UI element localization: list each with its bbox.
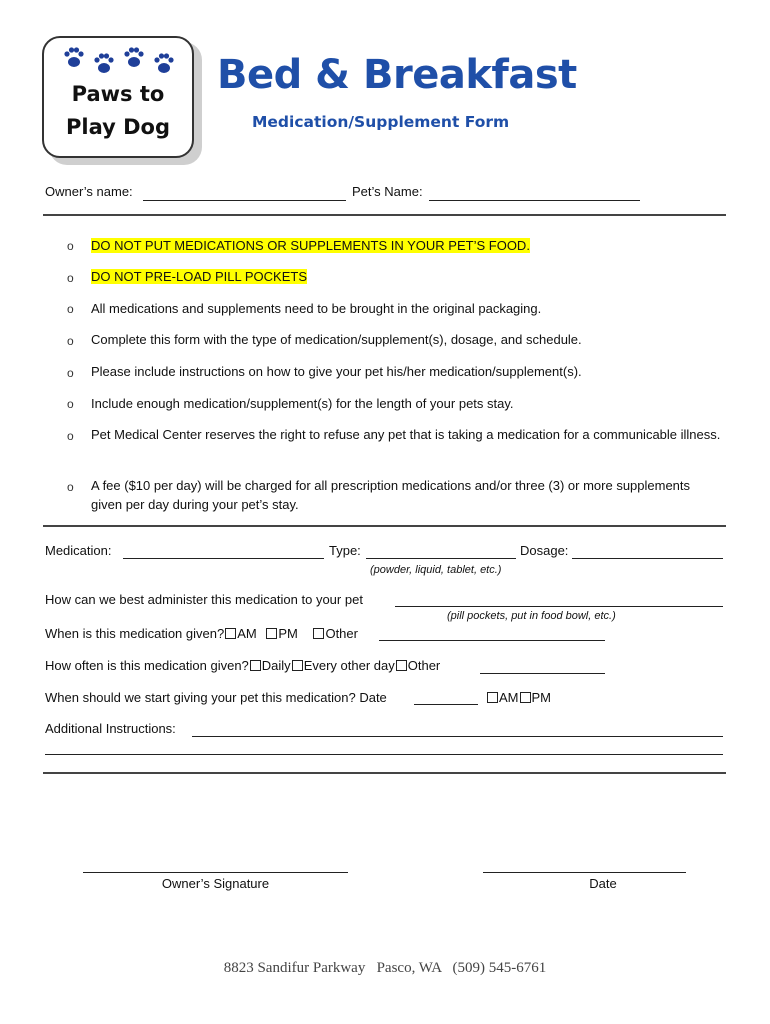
logo-line-2: Play Dog (65, 115, 170, 139)
other-label: Other (325, 626, 358, 641)
start-am-label: AM (499, 690, 519, 705)
start-time-row (486, 690, 551, 705)
daily-label: Daily (261, 658, 291, 673)
bullet-marker: o (67, 334, 74, 348)
dosage-field[interactable] (572, 558, 723, 559)
often-other-checkbox[interactable] (396, 660, 407, 671)
type-label: Type: (329, 543, 361, 558)
bullet-item: A fee ($10 per day) will be charged for all prescription medications and/or three (3) or more supplements given per day during your pet’s stay. (91, 478, 691, 512)
every-other-day-label: Every other day (303, 658, 395, 673)
bullet-item: All medications and supplements need to be brought in the original packaging. (91, 301, 542, 316)
bullet-marker: o (67, 239, 74, 253)
bullet-marker: o (67, 429, 74, 443)
additional-instructions-field[interactable] (192, 736, 723, 737)
owner-signature-field[interactable] (83, 872, 348, 873)
owner-name-label: Owner’s name: (45, 184, 133, 199)
bullet-item: Please include instructions on how to give your pet his/her medication/supplement(s). (91, 364, 582, 379)
medication-label: Medication: (45, 543, 112, 558)
dosage-label: Dosage: (520, 543, 569, 558)
bullet-item: Include enough medication/supplement(s) for the length of your pets stay. (91, 396, 514, 411)
pet-name-label: Pet’s Name: (352, 184, 423, 199)
administer-field[interactable] (395, 606, 723, 607)
signature-date-label: Date (589, 876, 617, 891)
page-title: Bed & Breakfast (217, 52, 577, 98)
footer-address: 8823 Sandifur Parkway Pasco, WA (509) 545-6761 (223, 960, 547, 976)
logo-text (44, 78, 192, 144)
owner-signature-label: Owner’s Signature (161, 876, 270, 891)
how-often-label: How often is this medication given? (45, 658, 249, 673)
daily-checkbox[interactable] (250, 660, 261, 671)
logo-line-1: Paws to (71, 82, 165, 106)
am-label: AM (237, 626, 257, 641)
when-other-field[interactable] (379, 640, 605, 641)
pm-label: PM (278, 626, 298, 641)
often-other-field[interactable] (480, 673, 605, 674)
pm-checkbox[interactable] (266, 628, 277, 639)
bullet-marker: o (67, 397, 74, 411)
bullet-text-highlighted: DO NOT PRE-LOAD PILL POCKETS (91, 269, 307, 284)
start-pm-label: PM (531, 690, 551, 705)
type-hint: (powder, liquid, tablet, etc.) (370, 564, 502, 576)
bullet-item (91, 236, 721, 255)
section-divider-bottom (43, 525, 726, 527)
bullet-marker: o (67, 480, 74, 494)
bullet-marker: o (67, 302, 74, 316)
bullet-marker: o (67, 271, 74, 285)
type-field[interactable] (366, 558, 516, 559)
section-divider-signature (43, 772, 726, 774)
medication-field[interactable] (123, 558, 324, 559)
often-other-label: Other (407, 658, 441, 673)
paw-prints-icon (60, 42, 180, 78)
pet-name-field[interactable] (429, 200, 640, 201)
additional-instructions-field-2[interactable] (45, 754, 723, 755)
page-subtitle: Medication/Supplement Form (252, 113, 510, 131)
start-date-field[interactable] (414, 704, 478, 705)
administer-hint: (pill pockets, put in food bowl, etc.) (447, 610, 616, 622)
section-divider-top (43, 214, 726, 216)
bullet-item (91, 267, 721, 286)
administer-label: How can we best administer this medication to your pet (45, 592, 363, 607)
start-pm-checkbox[interactable] (520, 692, 531, 703)
owner-name-field[interactable] (143, 200, 346, 201)
bullet-item: Pet Medical Center reserves the right to refuse any pet that is taking a medication for a communicable illness. (91, 427, 721, 442)
start-date-label: When should we start giving your pet this medication? Date (45, 690, 387, 705)
when-given-label: When is this medication given? (45, 626, 225, 641)
start-am-checkbox[interactable] (487, 692, 498, 703)
additional-instructions-label: Additional Instructions: (45, 721, 176, 736)
every-other-day-checkbox[interactable] (292, 660, 303, 671)
how-often-row (45, 658, 440, 673)
bullet-marker: o (67, 366, 74, 380)
when-given-row (45, 626, 358, 641)
bullet-item: Complete this form with the type of medication/supplement(s), dosage, and schedule. (91, 332, 582, 347)
bullet-text-highlighted: DO NOT PUT MEDICATIONS OR SUPPLEMENTS IN YOUR PET’S FOOD. (91, 238, 530, 253)
am-checkbox[interactable] (225, 628, 236, 639)
signature-date-field[interactable] (483, 872, 686, 873)
other-checkbox[interactable] (313, 628, 324, 639)
